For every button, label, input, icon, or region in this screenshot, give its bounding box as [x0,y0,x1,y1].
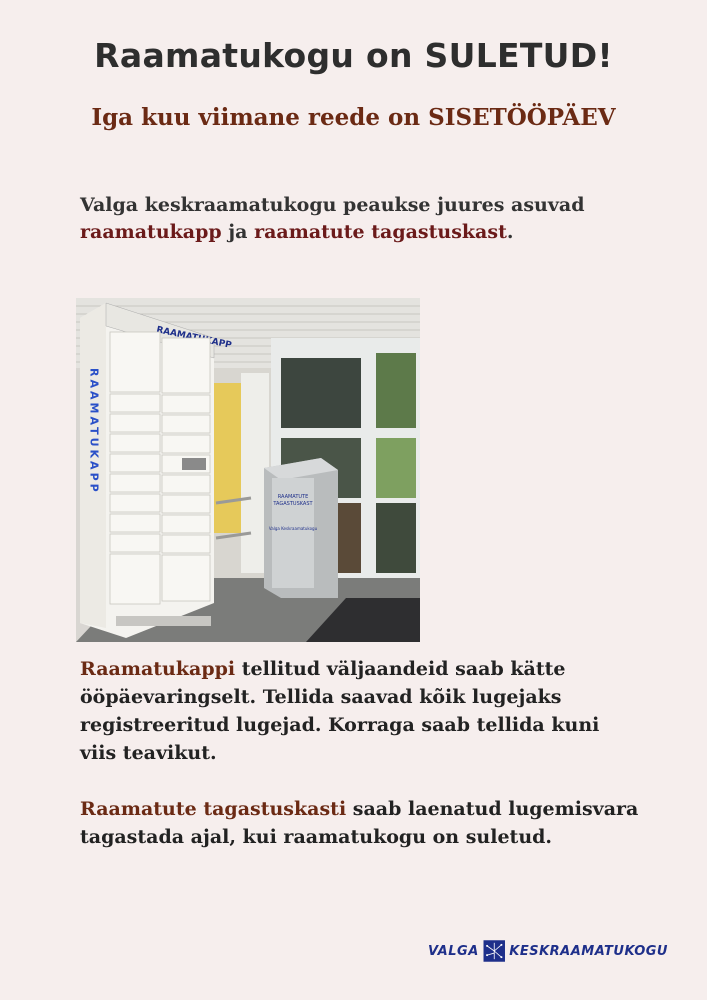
tagastuskast-paragraph [80,795,640,851]
tagastuskast-text: saab laenatud lugemisvara tagastada ajal, kui raamatukogu on suletud. [80,798,639,848]
entrance-photo-illustration [76,298,420,642]
library-entrance-photo [76,298,420,642]
return-box-label-1: RAAMATUTE [277,494,309,500]
locker-side-label: RAAMATUKAPP [87,368,101,495]
library-logo-icon [483,929,506,973]
return-box-label-2: TAGASTUSKAST [273,501,313,507]
intro-text-2: ja [221,221,255,243]
raamatukapp-text: tellitud väljaandeid saab kätte ööpäevaringselt. Tellida saavad kõik lugejaks registreeritud lugejad. Korraga saab tellida kuni viis teavikut. [80,658,600,764]
raamatukapp-highlight: Raamatukappi [80,658,236,680]
return-box-small-text: Valga Keskraamatukogu [268,526,318,531]
intro-text-3: . [506,221,514,243]
page-title: Raamatukogu on SULETUD! [94,36,613,75]
intro-text-1: Valga keskraamatukogu peaukse juures asuvad [80,194,585,216]
tagastuskast-highlight: Raamatute tagastuskasti [80,798,347,820]
intro-paragraph [80,192,600,246]
page-subtitle: Iga kuu viimane reede on SISETÖÖPÄEV [91,104,616,131]
library-logo [428,926,668,976]
raamatukapp-paragraph [80,655,640,767]
logo-left-word: VALGA [428,943,479,959]
intro-highlight-tagastuskast: raamatute tagastuskast [254,221,507,243]
intro-highlight-raamatukapp: raamatukapp [80,221,222,243]
logo-right-word: KESKRAAMATUKOGU [509,943,668,959]
